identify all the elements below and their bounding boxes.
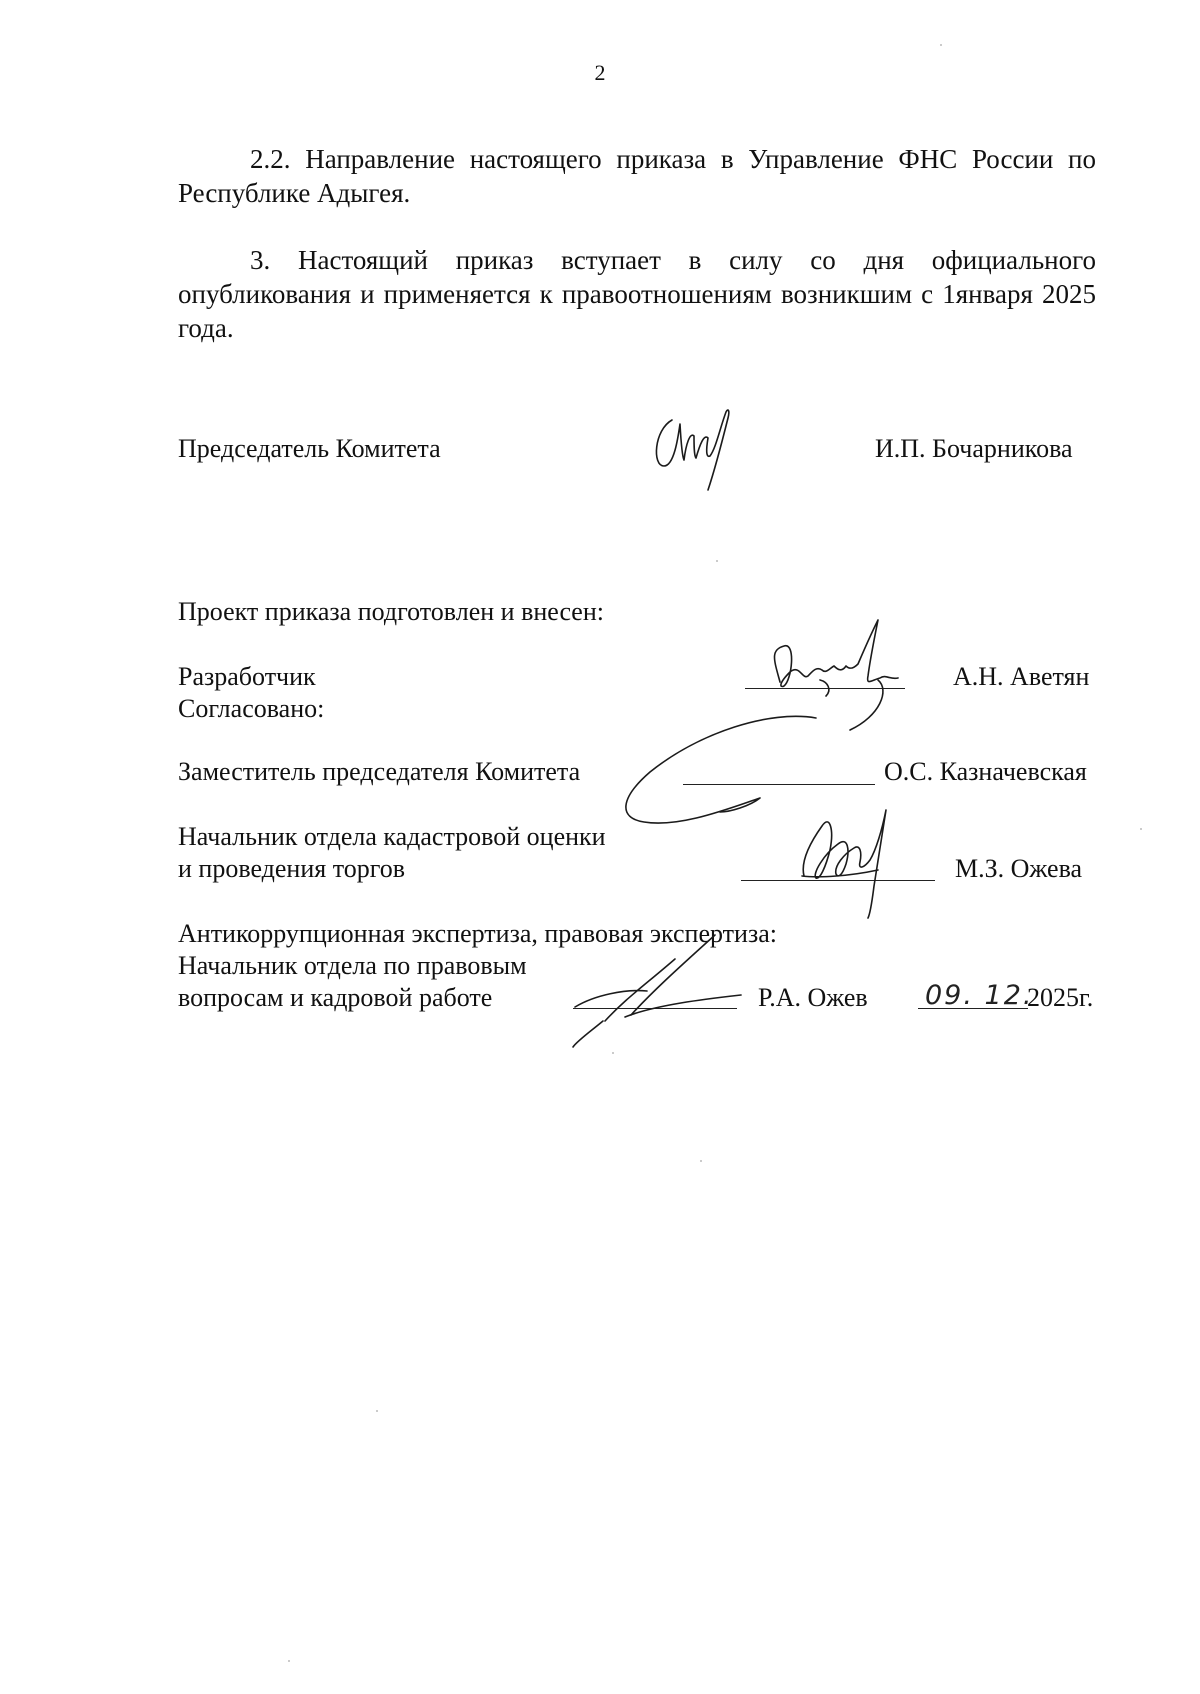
date-line — [918, 1008, 1028, 1009]
developer-name: А.Н. Аветян — [953, 662, 1090, 691]
legal-head-name: Р.А. Ожев — [758, 983, 868, 1012]
clause-3-text: 3. Настоящий приказ вступает в силу со дня официального опубликования и применяется к правоотношениям возникшим с 1января 2025 года. — [178, 245, 1096, 343]
legal-head-signature — [565, 925, 765, 1055]
deputy-label: Заместитель председателя Комитета — [178, 757, 581, 786]
chairman-position: Председатель Комитета — [178, 434, 441, 463]
clause-2-2 — [178, 142, 1096, 210]
scan-speck — [288, 1660, 290, 1662]
scan-speck — [716, 560, 718, 562]
scan-speck — [612, 1052, 614, 1054]
deputy-name: О.С. Казначевская — [884, 757, 1087, 786]
page-number: 2 — [594, 60, 606, 85]
prepared-heading: Проект приказа подготовлен и внесен: — [178, 597, 604, 626]
chairman-name: И.П. Бочарникова — [875, 434, 1073, 463]
date-year: 2025г. — [1027, 983, 1094, 1012]
scan-speck — [1140, 828, 1142, 830]
dept-head-line1: Начальник отдела кадастровой оценки — [178, 822, 606, 851]
scan-speck — [700, 1160, 702, 1162]
legal-head-line2: вопросам и кадровой работе — [178, 983, 493, 1012]
expertise-heading: Антикоррупционная экспертиза, правовая экспертиза: — [178, 919, 777, 948]
developer-label: Разработчик — [178, 662, 316, 691]
scan-speck — [376, 1410, 378, 1412]
handwritten-date: 09. 12. — [925, 980, 1034, 1011]
scan-speck — [940, 44, 942, 46]
dept-head-line2: и проведения торгов — [178, 854, 406, 883]
legal-head-line1: Начальник отдела по правовым — [178, 951, 527, 980]
dept-head-name: М.З. Ожева — [955, 854, 1083, 883]
clause-3 — [178, 243, 1096, 345]
chairman-signature — [650, 408, 740, 493]
clause-2-2-text: 2.2. Направление настоящего приказа в Управление ФНС России по Республике Адыгея. — [178, 144, 1096, 208]
dept-head-signature — [790, 790, 920, 920]
agreed-label: Согласовано: — [178, 694, 325, 723]
